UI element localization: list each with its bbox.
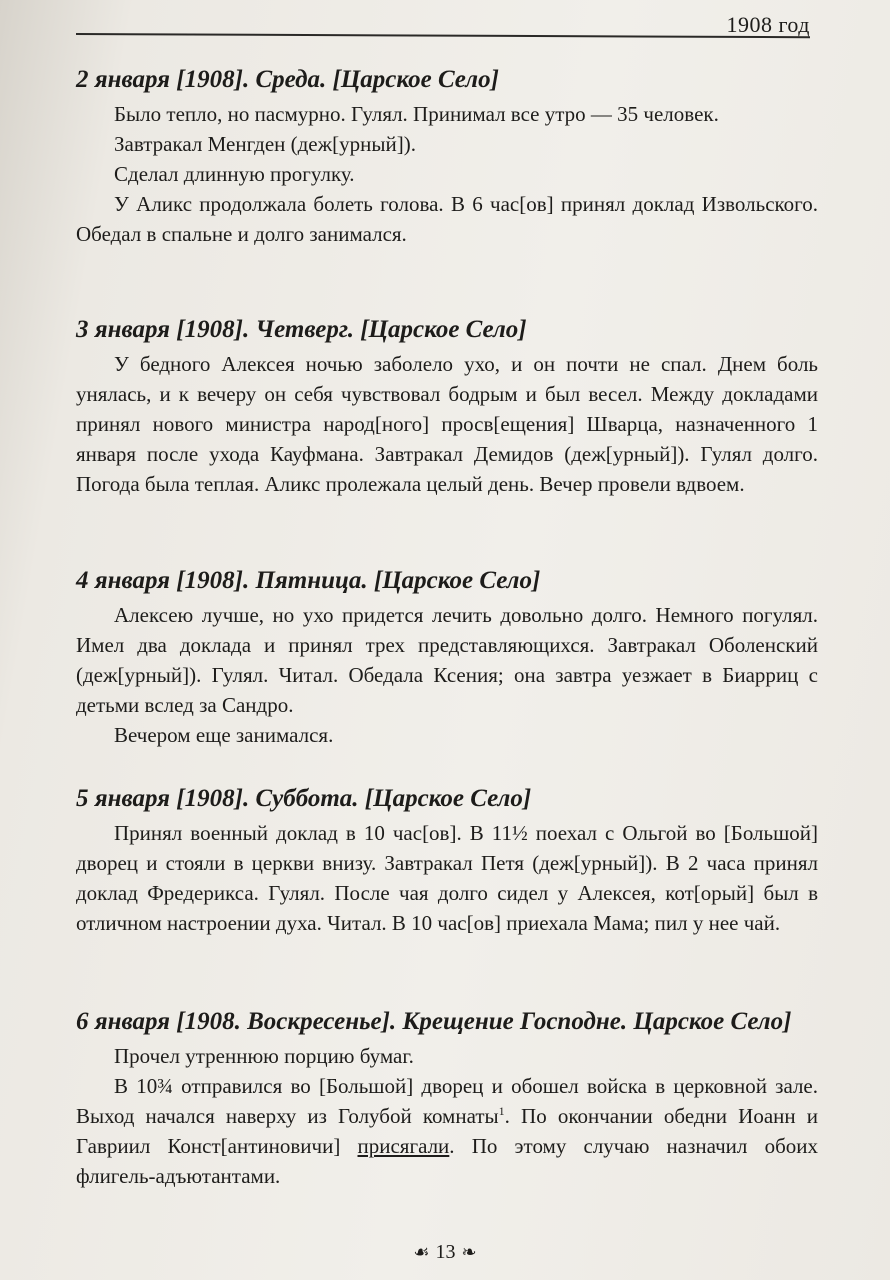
header-rule (76, 33, 810, 38)
entry-title: 4 января [1908]. Пятница. [Царское Село] (76, 567, 541, 594)
entry-paragraph: У бедного Алексея ночью заболело ухо, и он почти не спал. Днем боль унялась, и к вечеру он себя чувствовал бодрым и был весел. Между докладами принял нового министра народ[ного] просв[ещения] Шварца, назначенного 1 января после ухода Кауфмана. Завтракал Демидов (деж[урный]). Гулял долго. Погода была теплая. Аликс пролежала целый день. Вечер провели вдвоем. (76, 352, 818, 496)
diary-entry (76, 565, 818, 750)
entry-paragraph: Принял военный доклад в 10 час[ов]. В 11½ поехал с Ольгой во [Большой] дворец и стояли в церкви внизу. Завтракал Петя (деж[урный]). В 2 часа принял доклад Фредерикса. Гулял. После чая долго сидел у Алексея, кот[орый] был в отличном настроении духа. Читал. В 10 час[ов] приехала Мама; пил у нее чай. (76, 821, 818, 935)
underlined-word: присягали (357, 1134, 450, 1158)
diary-entry (76, 783, 818, 938)
diary-entry (76, 64, 818, 249)
entry-paragraph: Завтракал Менгден (деж[урный]). (114, 132, 416, 156)
entry-paragraph (76, 1071, 818, 1191)
entry-paragraph: Алексею лучше, но ухо придется лечить довольно долго. Немного погулял. Имел два доклада и принял трех представляющихся. Завтракал Оболенский (деж[урный]). Гулял. Читал. Обедала Ксения; она завтра уезжает в Биарриц с детьми вслед за Сандро. (76, 603, 818, 717)
entry-paragraph: Было тепло, но пасмурно. Гулял. Принимал все утро — 35 человек. (114, 102, 719, 126)
diary-entry (76, 1006, 818, 1191)
running-header-year: 1908 год (726, 12, 810, 37)
diary-entry (76, 314, 818, 499)
entry-text: . По этому случаю назначил обоих флигель-адъютантами. (76, 1134, 818, 1188)
entry-title: 6 января [1908. Воскресенье]. Крещение Господне. Царское Село] (76, 1008, 792, 1035)
entry-paragraph: Вечером еще занимался. (114, 723, 334, 747)
entry-title: 3 января [1908]. Четверг. [Царское Село] (76, 316, 527, 343)
entry-text: . По окончании обедни Иоанн и Гавриил Конст[антиновичи] (76, 1104, 818, 1158)
entry-paragraph: Сделал длинную прогулку. (114, 162, 355, 186)
entry-title: 2 января [1908]. Среда. [Царское Село] (76, 66, 499, 93)
left-ornament-icon: ☙ (413, 1242, 430, 1262)
entry-paragraph: Прочел утреннюю порцию бумаг. (114, 1044, 414, 1068)
footnote-marker: 1 (498, 1104, 505, 1118)
page-footer (0, 1241, 890, 1264)
entry-paragraph: У Аликс продолжала болеть голова. В 6 час[ов] принял доклад Извольского. Обедал в спальне и долго занимался. (76, 192, 818, 246)
entry-text: В 10¾ отправился во [Большой] дворец и обошел войска в церковной зале. Выход начался наверху из Голубой комнаты (76, 1074, 818, 1128)
right-ornament-icon: ❧ (461, 1242, 477, 1262)
entry-title: 5 января [1908]. Суббота. [Царское Село] (76, 785, 532, 812)
page-number: 13 (435, 1241, 456, 1263)
